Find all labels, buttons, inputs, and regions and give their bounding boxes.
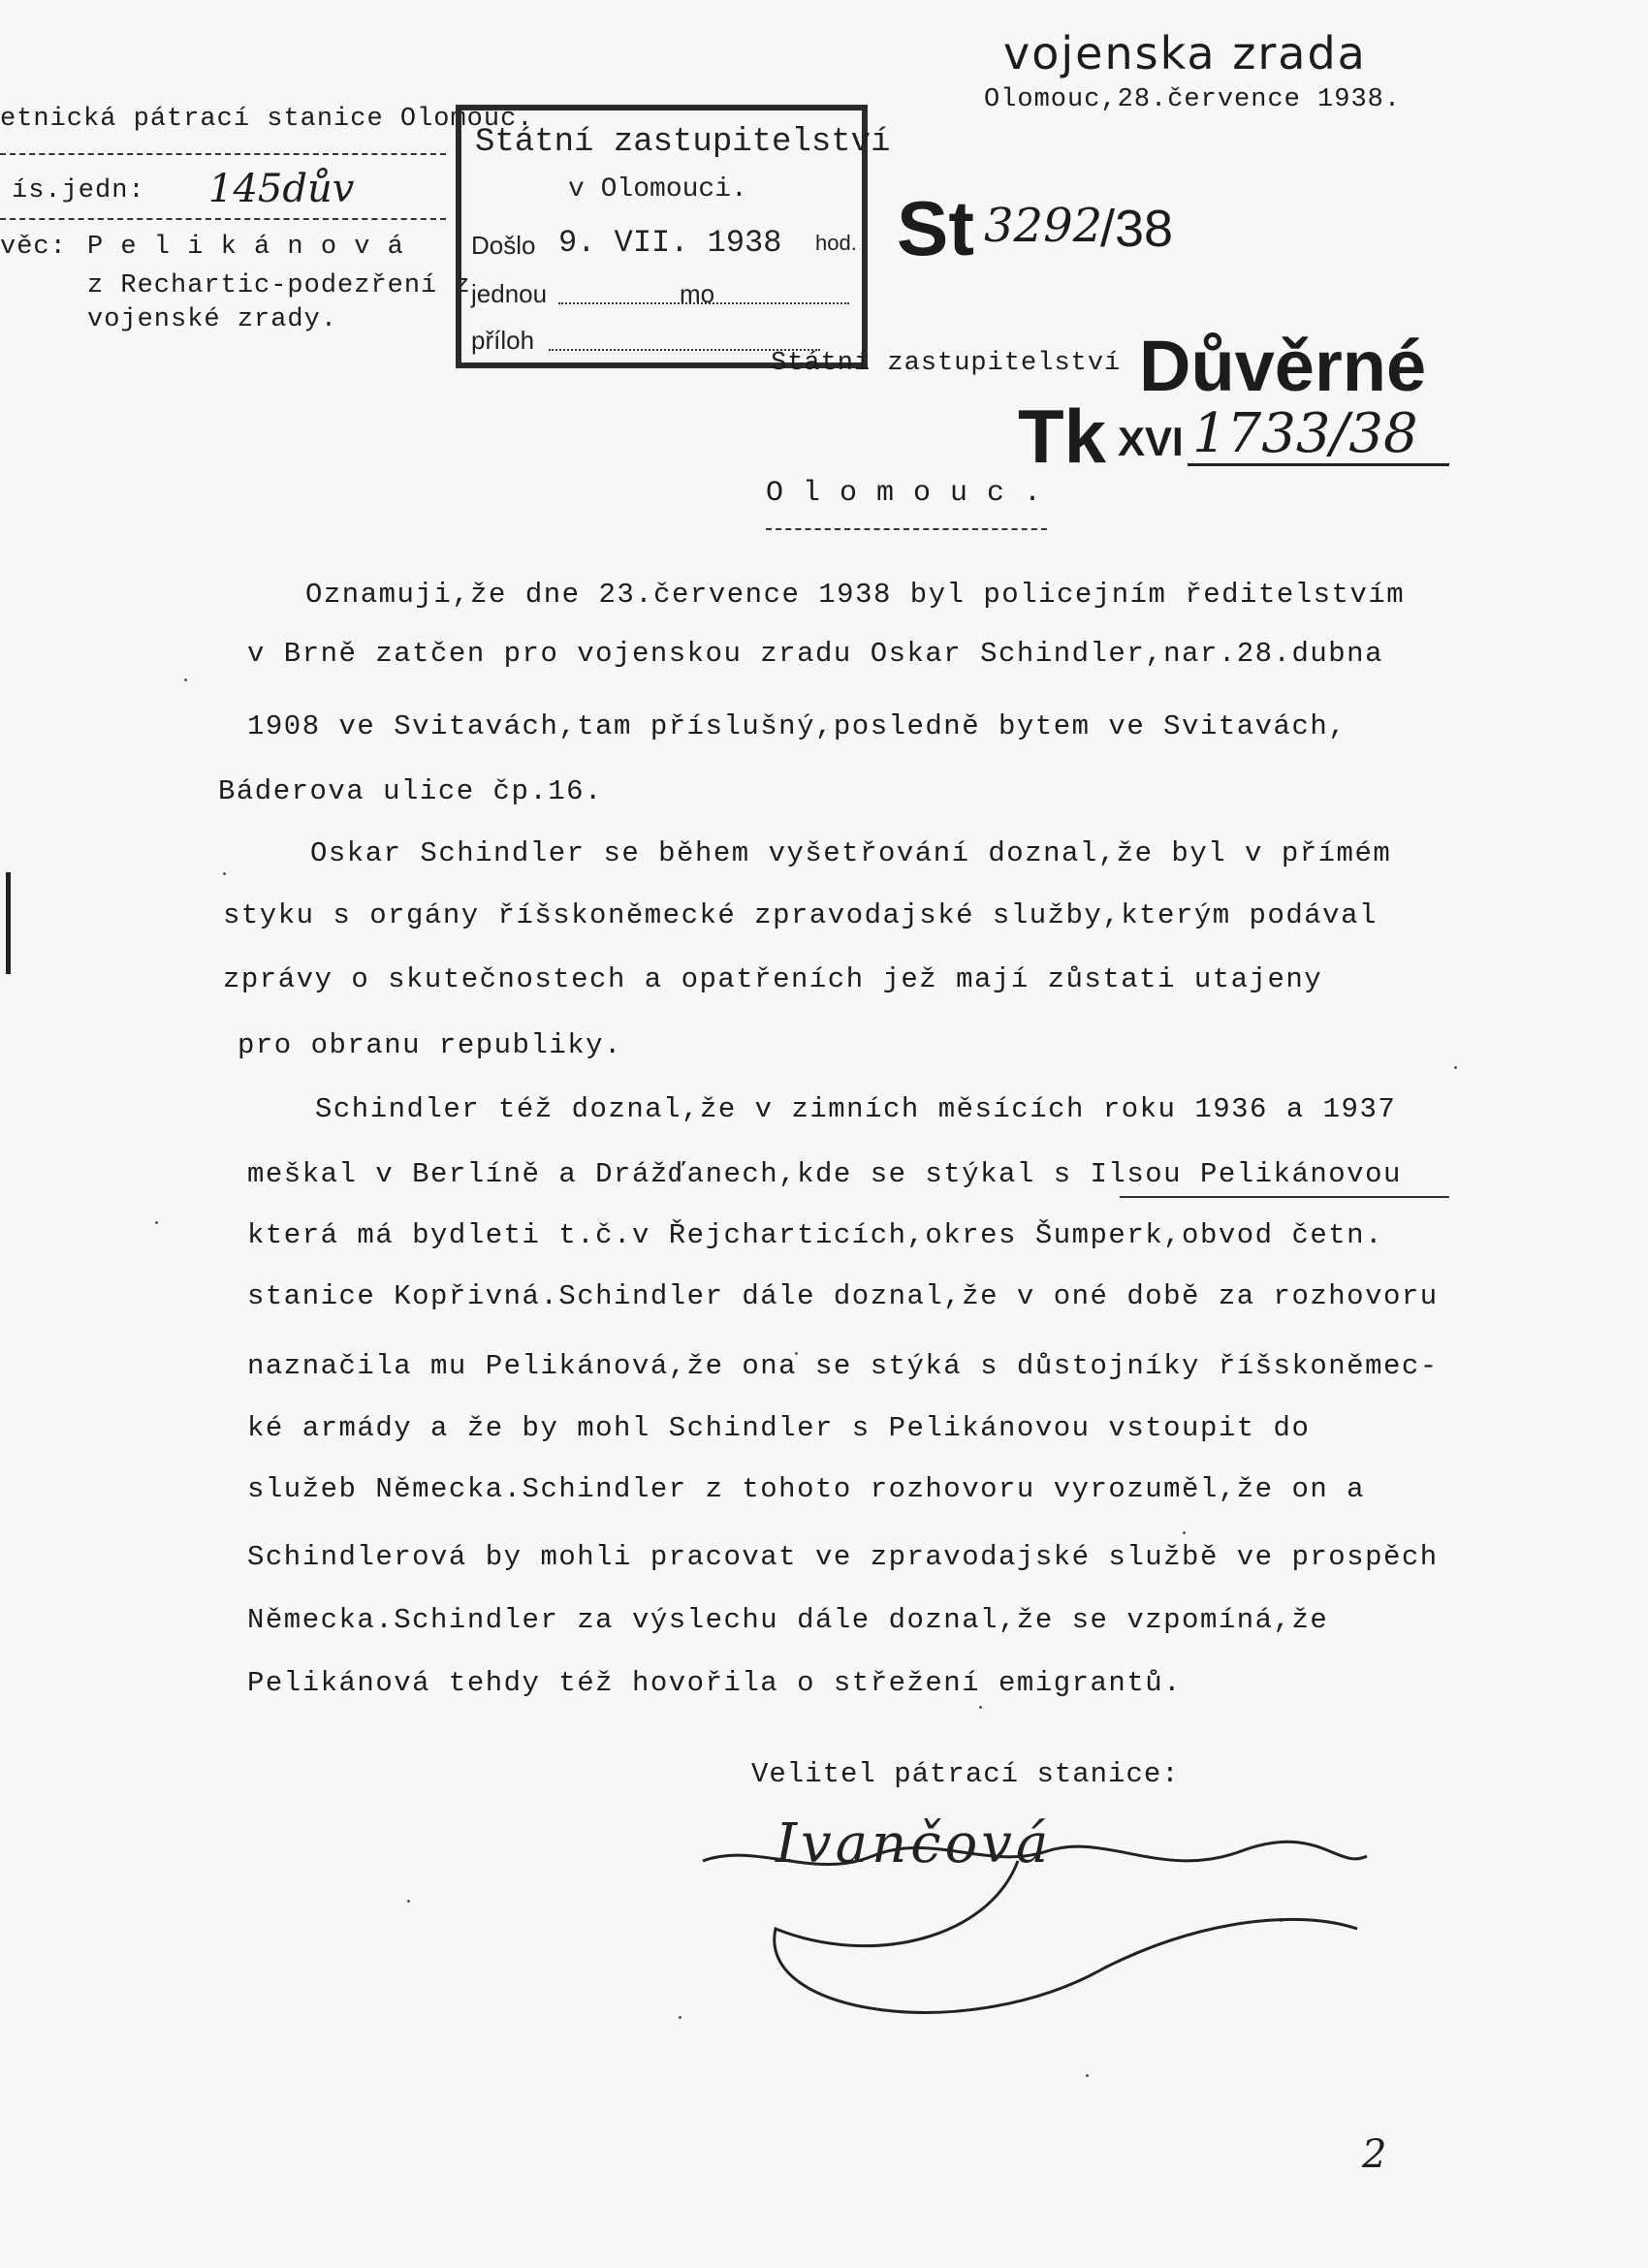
body-line: která má bydleti t.č.v Řejcharticích,okres Šumperk,obvod četn. <box>247 1219 1383 1251</box>
st-prefix: St <box>897 185 974 271</box>
tk-prefix: Tk <box>1018 394 1107 479</box>
body-line: 1908 ve Svitavách,tam příslušný,posledně bytem ve Svitavách, <box>247 710 1347 742</box>
stamp-office: Státní zastupitelství <box>475 124 891 161</box>
body-line: Oskar Schindler se během vyšetřování doznal,že byl v přímém <box>310 837 1392 869</box>
st-year: /38 <box>1100 200 1174 258</box>
body-line: služeb Německa.Schindler z tohoto rozhovoru vyrozuměl,že on a <box>247 1473 1366 1505</box>
recipient-office: Státní zastupitelství <box>771 349 1122 378</box>
signature-handwritten: Ivančová <box>776 1812 1053 1875</box>
body-line: Schindlerová by mohli pracovat ve zpravodajské službě ve prospěch <box>247 1541 1439 1573</box>
margin-mark <box>6 872 11 974</box>
body-line: Báderova ulice čp.16. <box>218 775 603 807</box>
station-name: etnická pátrací stanice Olomouc. <box>0 105 534 134</box>
body-line: Německa.Schindler za výslechu dále doznal,že se vzpomíná,že <box>247 1604 1329 1636</box>
subject-line: z Rechartic-podezření z <box>87 271 471 300</box>
tk-roman: XVI <box>1118 419 1184 464</box>
body-line: pro obranu republiky. <box>238 1029 622 1061</box>
header-title-top: vojenska zrada <box>1003 27 1367 79</box>
recipient-city: O l o m o u c . <box>766 477 1043 510</box>
body-line: v Brně zatčen pro vojenskou zradu Oskar Schindler,nar.28.dubna <box>247 638 1383 670</box>
header-divider <box>0 218 446 220</box>
stamp-city: v Olomouci. <box>568 174 747 205</box>
subject-name: P e l i k á n o v á <box>87 233 404 262</box>
ref-value-handwritten: 145dův <box>208 167 355 211</box>
signature-title: Velitel pátrací stanice: <box>751 1758 1180 1790</box>
subject-line: vojenské zrady. <box>87 305 338 334</box>
ref-label: ís.jedn: <box>12 176 145 205</box>
stamp-copies-label: jednou <box>471 279 548 308</box>
tk-number-handwritten: 1733/38 <box>1192 402 1418 465</box>
body-line: Pelikánová tehdy též hovořila o střežení emigrantů. <box>247 1667 1183 1699</box>
stamp-date: 9. VII. 1938 <box>558 225 782 261</box>
header-date: Olomouc,28.července 1938. <box>984 85 1402 114</box>
stamp-received-label: Došlo <box>471 231 536 260</box>
name-underline <box>1120 1196 1449 1198</box>
body-line: ké armády a že by mohl Schindler s Pelikánovou vstoupit do <box>247 1412 1311 1444</box>
body-line: styku s orgány říšskoněmecké zpravodajské služby,kterým podával <box>223 899 1378 931</box>
body-line: meškal v Berlíně a Drážďanech,kde se stýkal s Ilsou Pelikánovou <box>247 1158 1402 1190</box>
stamp-attachments-label: příloh <box>471 326 535 355</box>
body-line: Oznamuji,že dne 23.července 1938 byl policejním ředitelstvím <box>305 579 1406 611</box>
recipient-underline <box>766 528 1047 530</box>
tk-underline <box>1188 463 1449 466</box>
receipt-stamp <box>456 105 891 368</box>
header-divider <box>0 153 446 155</box>
subject-label: věc: <box>0 233 67 262</box>
body-line: zprávy o skutečnostech a opatřeních jež mají zůstati utajeny <box>223 963 1323 995</box>
page-number: 2 <box>1362 2132 1387 2177</box>
st-number-handwritten: 3292 <box>984 199 1103 253</box>
stamp-hour-label: hod. <box>815 231 857 255</box>
stamp-copies-suffix: mo <box>680 279 715 308</box>
body-line: naznačila mu Pelikánová,že ona se stýká s důstojníky říšskoněmec- <box>247 1350 1439 1382</box>
body-line: Schindler též doznal,že v zimních měsících roku 1936 a 1937 <box>315 1093 1397 1125</box>
body-line: stanice Kopřivná.Schindler dále doznal,že v oné době za rozhovoru <box>247 1280 1439 1312</box>
stamp-fill-line <box>558 302 849 304</box>
signature-flourish <box>698 1822 1377 2035</box>
confidential-mark: Důvěrné <box>1139 326 1427 406</box>
